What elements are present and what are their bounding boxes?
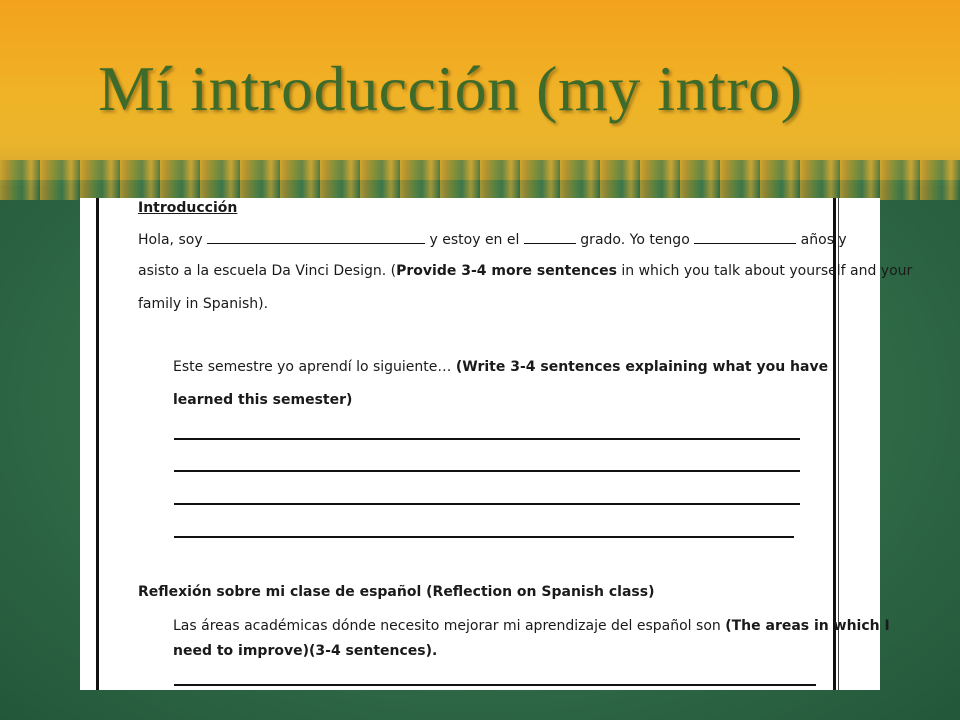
intro-line-1 xyxy=(138,231,847,248)
intro-line-2-tail: in which you talk about yourself and your xyxy=(616,263,913,279)
worksheet-left-border xyxy=(96,198,99,690)
section-heading-introduccion: Introducción xyxy=(138,200,238,216)
semester-prompt-line-1 xyxy=(173,359,828,375)
improve-prompt-line-2: need to improve)(3-4 sentences). xyxy=(173,643,438,659)
answer-line-4[interactable] xyxy=(174,536,794,538)
answer-line-3[interactable] xyxy=(174,503,800,505)
semester-prompt-line-2: learned this semester) xyxy=(173,392,353,408)
improve-prompt-plain: Las áreas académicas dónde necesito mejorar mi aprendizaje del español son xyxy=(173,618,726,634)
intro-line-2 xyxy=(138,263,912,279)
semester-prompt-plain: Este semestre yo aprendí lo siguiente… xyxy=(173,359,456,375)
intro-line-1-end: años y xyxy=(800,232,847,248)
intro-line-2-bold: Provide 3-4 more sentences xyxy=(396,263,617,279)
answer-line-2[interactable] xyxy=(174,470,800,472)
age-blank[interactable] xyxy=(694,231,796,244)
intro-line-3: family in Spanish). xyxy=(138,296,269,312)
improve-prompt-bold: (The areas in which I xyxy=(725,618,890,634)
intro-line-1-greeting: Hola, soy xyxy=(138,232,203,248)
worksheet-image xyxy=(80,198,913,690)
intro-line-1-age-text: grado. Yo tengo xyxy=(580,232,690,248)
grade-blank[interactable] xyxy=(524,231,576,244)
name-blank[interactable] xyxy=(207,231,425,244)
answer-line-5[interactable] xyxy=(174,684,816,686)
semester-prompt-bold: (Write 3-4 sentences explaining what you have xyxy=(455,359,829,375)
slide-title: Mí introducción (my intro) xyxy=(98,53,803,124)
intro-line-2-plain: asisto a la escuela Da Vinci Design. ( xyxy=(138,263,397,279)
improve-prompt-line-1 xyxy=(173,618,890,634)
answer-line-1[interactable] xyxy=(174,438,800,440)
band-texture-edge xyxy=(0,160,960,200)
intro-line-1-grade-text: y estoy en el xyxy=(429,232,520,248)
section-heading-reflexion: Reflexión sobre mi clase de español (Reflection on Spanish class) xyxy=(138,584,655,600)
